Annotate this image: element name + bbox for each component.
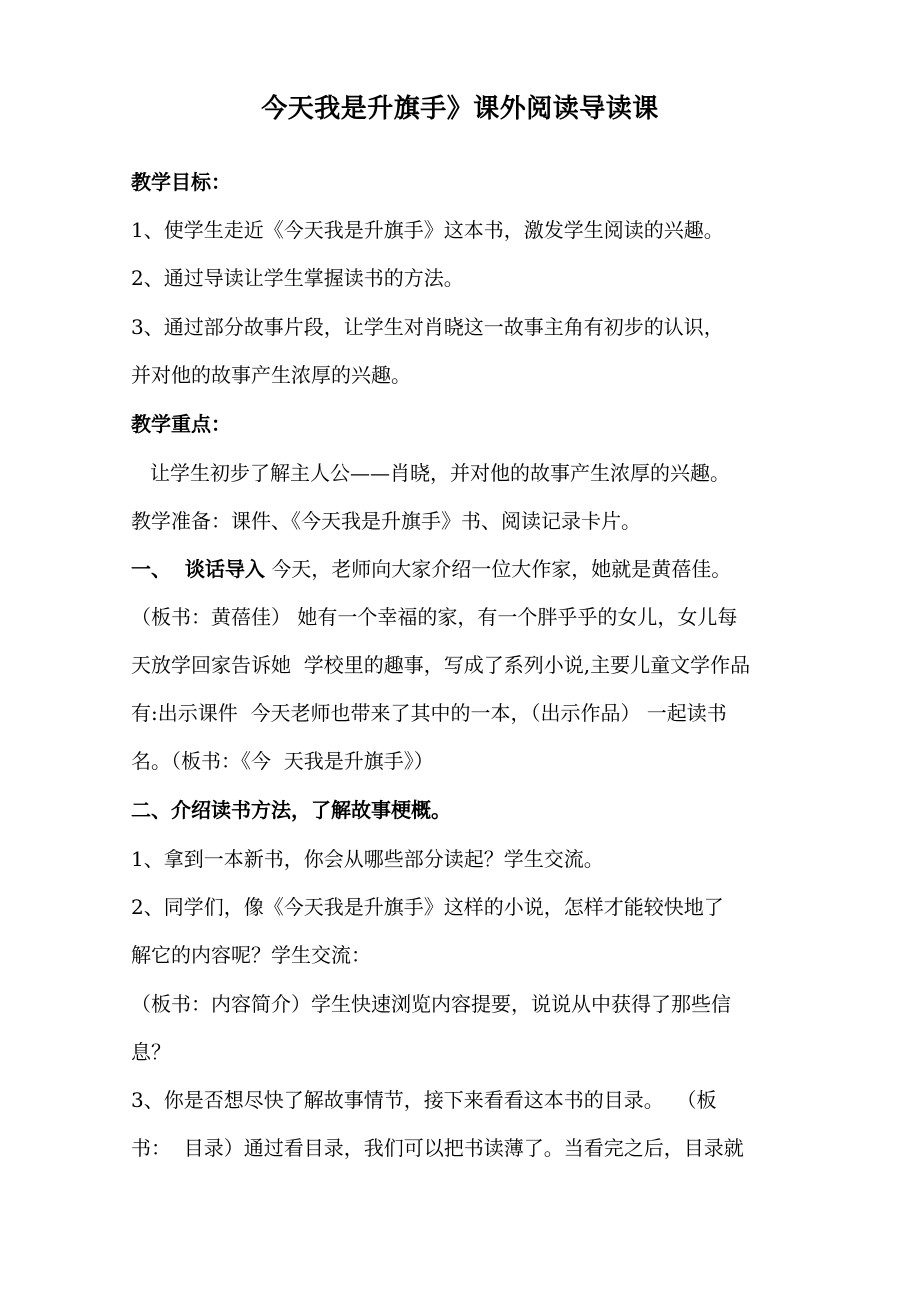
goals-heading: 教学目标：	[131, 170, 231, 194]
page-title: 今天我是升旗手》课外阅读导读课	[261, 94, 659, 124]
section-1-line-3: 天放学回家告诉她 学校里的趣事，写成了系列小说,主要儿童文学作品	[131, 653, 751, 677]
section-2-item-1: 1、拿到一本新书，你会从哪些部分读起？学生交流。	[131, 847, 604, 871]
section-2-item-3-line-2: 书： 目录）通过看目录，我们可以把书读薄了。当看完之后，目录就	[131, 1136, 744, 1160]
section-2-heading: 二、介绍读书方法，了解故事梗概。	[131, 798, 451, 822]
goal-3-line-1: 3、通过部分故事片段，让学生对肖晓这一故事主角有初步的认识，	[131, 315, 724, 339]
section-2-note-line-2: 息？	[131, 1040, 171, 1064]
section-1-line-2: （板书：黄蓓佳） 她有一个幸福的家，有一个胖乎乎的女儿，女儿每	[131, 605, 738, 629]
section-1-label: 一、 谈话导入	[131, 557, 265, 581]
key-heading: 教学重点：	[131, 412, 231, 436]
preparation: 教学准备：课件、《今天我是升旗手》书、阅读记录卡片。	[131, 509, 641, 533]
section-1-line-1	[131, 555, 731, 583]
section-2-item-3-line-1: 3、你是否想尽快了解故事情节，接下来看看这本书的目录。 （板	[131, 1088, 717, 1112]
goal-3-line-2: 并对他的故事产生浓厚的兴趣。	[131, 363, 411, 387]
section-2-note-line-1: （板书：内容简介）学生快速浏览内容提要，说说从中获得了那些信	[131, 992, 731, 1016]
section-2-item-2-line-2: 解它的内容呢？学生交流：	[131, 943, 371, 967]
section-1-line-4: 有:出示课件 今天老师也带来了其中的一本，（出示作品） 一起读书	[131, 701, 727, 725]
goal-1: 1、使学生走近《今天我是升旗手》这本书，激发学生阅读的兴趣。	[131, 218, 724, 242]
section-1-line-5: 名。（板书：《今 天我是升旗手》）	[131, 749, 434, 773]
goal-2: 2、通过导读让学生掌握读书的方法。	[131, 266, 464, 290]
section-1-text: 今天，老师向大家介绍一位大作家，她就是黄蓓佳。	[264, 557, 732, 581]
section-2-item-2-line-1: 2、同学们，像《今天我是升旗手》这样的小说，怎样才能较快地了	[131, 895, 724, 919]
key-text: 让学生初步了解主人公——肖晓，并对他的故事产生浓厚的兴趣。	[150, 461, 730, 485]
